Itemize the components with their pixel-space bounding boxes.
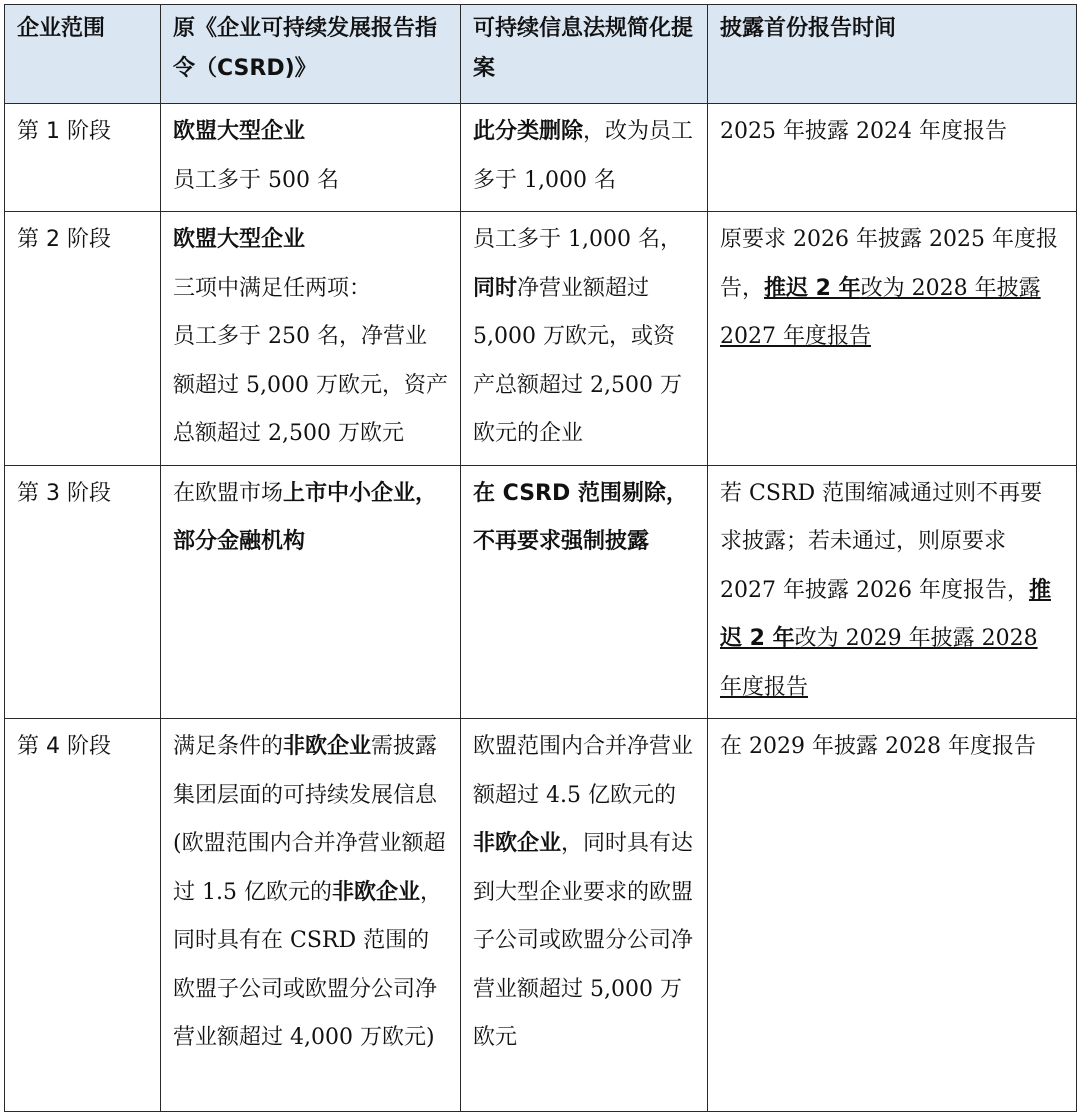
original-scope-text: 在欧盟市场: [173, 480, 284, 506]
header-simplification-proposal: 可持续信息法规简化提案: [461, 5, 708, 104]
table-row: [5, 719, 1077, 1112]
proposal-text: ，同时具有达到大型企业要求的欧盟子公司或欧盟分公司净营业额超过 5,000 万欧元: [473, 831, 694, 1050]
stage-label: 第 1 阶段: [5, 104, 161, 212]
timing-cell: [708, 212, 1077, 466]
original-scope-cell: [161, 465, 461, 719]
original-scope-text: 三项中满足任两项：: [173, 275, 372, 301]
proposal-cell: [461, 719, 708, 1112]
proposal-cell: [461, 104, 708, 212]
original-scope-cell: [161, 104, 461, 212]
table-row: [5, 465, 1077, 719]
proposal-text: 欧盟范围内合并净营业额超过 4.5 亿欧元的: [473, 734, 694, 808]
timing-delay-text: 推迟 2 年: [720, 577, 1051, 651]
table-row: [5, 212, 1077, 466]
original-scope-text: 满足条件的: [173, 734, 284, 759]
original-scope-cell: [161, 212, 461, 466]
timing-cell: 在 2029 年披露 2028 年度报告: [708, 719, 1077, 1112]
header-original-csrd: 原《企业可持续发展报告指令（CSRD)》: [161, 5, 461, 104]
header-scope: 企业范围: [5, 5, 161, 104]
timing-cell: 2025 年披露 2024 年度报告: [708, 104, 1077, 212]
proposal-bold-text: 此分类删除: [473, 119, 584, 144]
csrd-comparison-table: [4, 4, 1077, 1112]
original-scope-text: 员工多于 500 名: [173, 167, 339, 193]
original-scope-bold-text: 非欧企业: [283, 734, 372, 759]
table-header-row: [5, 5, 1077, 104]
proposal-bold-text: 同时: [473, 275, 518, 301]
original-scope-cell: [161, 719, 461, 1112]
timing-cell: [708, 465, 1077, 719]
timing-delay-text: 推迟 2 年: [764, 275, 861, 301]
proposal-cell: [461, 212, 708, 466]
timing-text: 原要求 2026 年披露 2025 年度报告，: [720, 227, 1058, 301]
original-scope-text: 需披露集团层面的可持续发展信息(欧盟范围内合并净营业额超过 1.5 亿欧元的: [173, 734, 446, 905]
header-first-report-timing: 披露首份报告时间: [708, 5, 1077, 104]
timing-text: 若 CSRD 范围缩减通过则不再要求披露；若未通过，则原要求 2027 年披露 2026 年度报告，: [720, 480, 1043, 603]
page-content: [4, 4, 1076, 1112]
original-scope-bold-text: 非欧企业: [331, 879, 420, 905]
proposal-bold-text: 非欧企业: [473, 831, 562, 856]
stage-label: 第 4 阶段: [5, 719, 161, 1112]
original-scope-title: 欧盟大型企业: [173, 227, 306, 252]
original-scope-bold-text: 上市中小企业，部分金融机构: [173, 480, 438, 554]
table-row: [5, 104, 1077, 212]
proposal-bold-text: 在 CSRD 范围剔除，不再要求强制披露: [473, 480, 688, 554]
proposal-text: 净营业额超过 5,000 万欧元，或资产总额超过 2,500 万欧元的企业: [473, 275, 682, 446]
original-scope-text: 员工多于 250 名，净营业额超过 5,000 万欧元，资产总额超过 2,500 万欧元: [173, 324, 448, 446]
original-scope-text: ，同时具有在 CSRD 范围的欧盟子公司或欧盟分公司净营业额超过 4,000 万欧元): [173, 879, 443, 1050]
timing-new-date-text: 改为 2028 年披露 2027 年度报告: [720, 275, 1041, 349]
proposal-text: 员工多于 1,000 名，: [473, 227, 682, 252]
proposal-text: ，改为员工多于 1,000 名: [473, 119, 694, 193]
original-scope-title: 欧盟大型企业: [173, 119, 306, 144]
stage-label: 第 2 阶段: [5, 212, 161, 466]
proposal-cell: [461, 465, 708, 719]
timing-new-date-text: 改为 2029 年披露 2028 年度报告: [720, 626, 1038, 700]
stage-label: 第 3 阶段: [5, 465, 161, 719]
